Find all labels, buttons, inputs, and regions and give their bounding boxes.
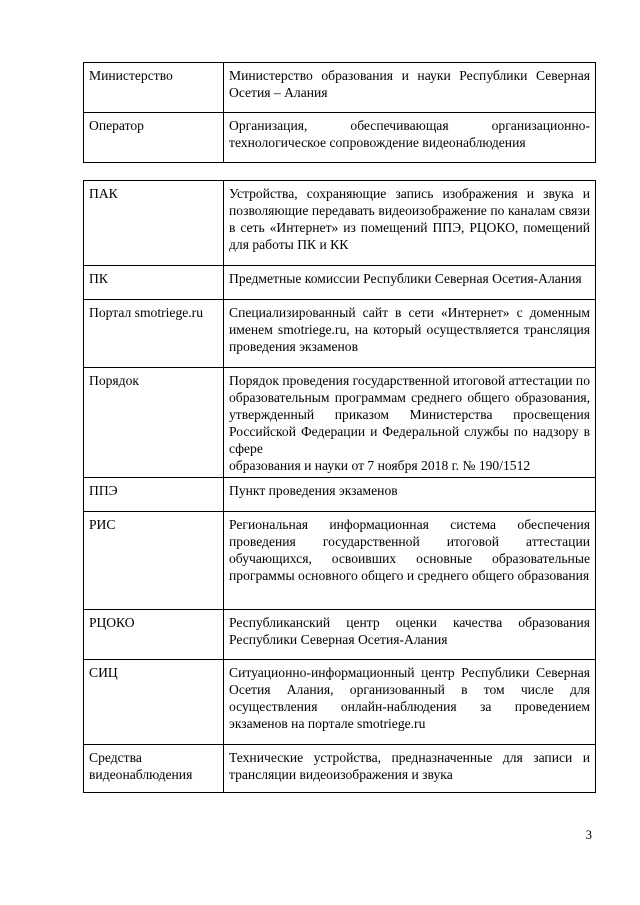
definitions-table-main: [83, 180, 596, 793]
term-cell: РЦОКО: [84, 610, 224, 660]
definition-text: Порядок проведения государственной итоговой аттестации по образовательным программам среднего общего образования, утвержденный приказом Министерства просвещения Российской Федерации и Федеральной службы по надзору в сфере: [229, 373, 590, 456]
definition-cell: Предметные комиссии Республики Северная Осетия-Алания: [224, 266, 596, 300]
table-row: [84, 660, 596, 745]
term-cell: Портал smotriege.ru: [84, 300, 224, 368]
definition-cell: Пункт проведения экзаменов: [224, 478, 596, 512]
definition-cell: Устройства, сохраняющие запись изображения и звука и позволяющие передавать видеоизображение по каналам связи в сеть «Интернет» из помещений ППЭ, РЦОКО, помещений для работы ПК и КК: [224, 181, 596, 266]
table-row: [84, 181, 596, 266]
table-row: [84, 113, 596, 163]
definition-cell: Республиканский центр оценки качества образования Республики Северная Осетия-Алания: [224, 610, 596, 660]
table-row: [84, 368, 596, 478]
table-row: [84, 300, 596, 368]
definition-cell: Министерство образования и науки Республики Северная Осетия – Алания: [224, 63, 596, 113]
term-cell: ППЭ: [84, 478, 224, 512]
table-row: [84, 512, 596, 610]
definition-cell: Региональная информационная система обеспечения проведения государственной итоговой аттестации обучающихся, освоивших основные образовательные программы основного общего и среднего общего образования: [224, 512, 596, 610]
term-cell: РИС: [84, 512, 224, 610]
definition-text-line2: образования и науки от 7 ноября 2018 г. № 190/1512: [229, 458, 531, 473]
definition-cell: [224, 368, 596, 478]
definition-cell: Технические устройства, предназначенные для записи и трансляции видеоизображения и звука: [224, 745, 596, 793]
table-row: [84, 745, 596, 793]
table-row: [84, 610, 596, 660]
term-cell: СИЦ: [84, 660, 224, 745]
term-cell: ПК: [84, 266, 224, 300]
term-cell: Порядок: [84, 368, 224, 478]
term-cell: Оператор: [84, 113, 224, 163]
term-cell: ПАК: [84, 181, 224, 266]
term-cell: Средства видеонаблюдения: [84, 745, 224, 793]
table-row: [84, 478, 596, 512]
page-number: 3: [585, 828, 592, 842]
table-row: [84, 266, 596, 300]
table-row: [84, 63, 596, 113]
definition-cell: Ситуационно-информационный центр Республики Северная Осетия Алания, организованный в том числе для осуществления онлайн-наблюдения за проведением экзаменов на портале smotriege.ru: [224, 660, 596, 745]
definition-cell: Организация, обеспечивающая организационно-технологическое сопровождение видеонаблюдения: [224, 113, 596, 163]
definitions-table-top: [83, 62, 596, 163]
term-cell: Министерство: [84, 63, 224, 113]
definition-cell: Специализированный сайт в сети «Интернет» с доменным именем smotriege.ru, на который осуществляется трансляция проведения экзаменов: [224, 300, 596, 368]
